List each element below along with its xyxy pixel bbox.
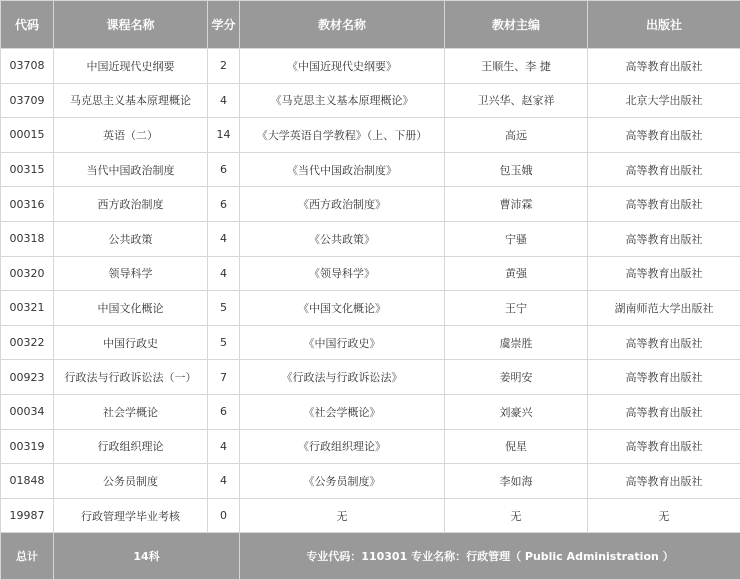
total-label: 总计 (1, 533, 54, 580)
cell-code: 00923 (1, 360, 54, 395)
header-textbook: 教材名称 (240, 1, 445, 49)
table-row (1, 152, 740, 187)
cell-publisher: 高等教育出版社 (588, 187, 740, 222)
table-row (1, 118, 740, 153)
cell-credits: 4 (208, 429, 240, 464)
cell-credits: 6 (208, 152, 240, 187)
header-course-name: 课程名称 (54, 1, 208, 49)
cell-editor: 卫兴华、赵家祥 (445, 83, 588, 118)
cell-editor: 包玉娥 (445, 152, 588, 187)
cell-publisher: 高等教育出版社 (588, 429, 740, 464)
cell-publisher: 高等教育出版社 (588, 325, 740, 360)
cell-course-name: 英语（二） (54, 118, 208, 153)
cell-course-name: 社会学概论 (54, 394, 208, 429)
cell-code: 03708 (1, 49, 54, 84)
cell-editor: 无 (445, 498, 588, 533)
cell-editor: 曹沛霖 (445, 187, 588, 222)
cell-publisher: 高等教育出版社 (588, 152, 740, 187)
table-row (1, 464, 740, 499)
cell-credits: 4 (208, 256, 240, 291)
cell-editor: 倪星 (445, 429, 588, 464)
cell-course-name: 马克思主义基本原理概论 (54, 83, 208, 118)
cell-publisher: 高等教育出版社 (588, 118, 740, 153)
cell-code: 00322 (1, 325, 54, 360)
cell-code: 03709 (1, 83, 54, 118)
cell-course-name: 行政管理学毕业考核 (54, 498, 208, 533)
cell-course-name: 中国近现代史纲要 (54, 49, 208, 84)
cell-textbook: 《中国近现代史纲要》 (240, 49, 445, 84)
cell-credits: 14 (208, 118, 240, 153)
cell-credits: 6 (208, 394, 240, 429)
cell-code: 00315 (1, 152, 54, 187)
major-info: 专业代码：110301 专业名称：行政管理（ Public Administration ） (240, 533, 740, 580)
cell-editor: 黄强 (445, 256, 588, 291)
cell-textbook: 《大学英语自学教程》（上、下册） (240, 118, 445, 153)
table-row (1, 429, 740, 464)
cell-publisher: 高等教育出版社 (588, 221, 740, 256)
cell-code: 00318 (1, 221, 54, 256)
cell-code: 00321 (1, 291, 54, 326)
cell-editor: 王顺生、李 捷 (445, 49, 588, 84)
cell-editor: 王宁 (445, 291, 588, 326)
cell-editor: 宁骚 (445, 221, 588, 256)
cell-textbook: 《领导科学》 (240, 256, 445, 291)
table-row (1, 256, 740, 291)
cell-code: 00034 (1, 394, 54, 429)
cell-credits: 2 (208, 49, 240, 84)
cell-textbook: 《行政法与行政诉讼法》 (240, 360, 445, 395)
table-body (1, 49, 740, 533)
cell-publisher: 无 (588, 498, 740, 533)
cell-code: 00319 (1, 429, 54, 464)
table-row (1, 360, 740, 395)
cell-code: 01848 (1, 464, 54, 499)
cell-editor: 姜明安 (445, 360, 588, 395)
table-footer (1, 533, 740, 580)
cell-credits: 5 (208, 291, 240, 326)
table-row (1, 325, 740, 360)
cell-textbook: 《公务员制度》 (240, 464, 445, 499)
cell-textbook: 《西方政治制度》 (240, 187, 445, 222)
header-code: 代码 (1, 1, 54, 49)
cell-credits: 5 (208, 325, 240, 360)
cell-textbook: 《当代中国政治制度》 (240, 152, 445, 187)
cell-textbook: 无 (240, 498, 445, 533)
cell-course-name: 中国行政史 (54, 325, 208, 360)
table-header (1, 1, 740, 49)
total-row (1, 533, 740, 580)
cell-credits: 4 (208, 221, 240, 256)
cell-editor: 李如海 (445, 464, 588, 499)
total-value: 14科 (54, 533, 240, 580)
cell-code: 00320 (1, 256, 54, 291)
cell-publisher: 高等教育出版社 (588, 464, 740, 499)
table-row (1, 49, 740, 84)
table-row (1, 394, 740, 429)
table-row (1, 83, 740, 118)
table-row (1, 221, 740, 256)
cell-textbook: 《中国行政史》 (240, 325, 445, 360)
table-row (1, 187, 740, 222)
cell-publisher: 高等教育出版社 (588, 49, 740, 84)
cell-course-name: 行政组织理论 (54, 429, 208, 464)
cell-publisher: 高等教育出版社 (588, 256, 740, 291)
cell-course-name: 领导科学 (54, 256, 208, 291)
cell-code: 00316 (1, 187, 54, 222)
cell-textbook: 《马克思主义基本原理概论》 (240, 83, 445, 118)
header-credits: 学分 (208, 1, 240, 49)
cell-credits: 7 (208, 360, 240, 395)
cell-credits: 4 (208, 464, 240, 499)
cell-course-name: 公务员制度 (54, 464, 208, 499)
cell-editor: 刘豪兴 (445, 394, 588, 429)
cell-editor: 高远 (445, 118, 588, 153)
cell-course-name: 公共政策 (54, 221, 208, 256)
table-row (1, 291, 740, 326)
cell-course-name: 行政法与行政诉讼法（一） (54, 360, 208, 395)
table-row (1, 498, 740, 533)
cell-publisher: 高等教育出版社 (588, 360, 740, 395)
header-row (1, 1, 740, 49)
cell-textbook: 《行政组织理论》 (240, 429, 445, 464)
cell-credits: 0 (208, 498, 240, 533)
cell-code: 19987 (1, 498, 54, 533)
cell-credits: 4 (208, 83, 240, 118)
cell-editor: 虞崇胜 (445, 325, 588, 360)
header-publisher: 出版社 (588, 1, 740, 49)
cell-credits: 6 (208, 187, 240, 222)
cell-textbook: 《公共政策》 (240, 221, 445, 256)
cell-code: 00015 (1, 118, 54, 153)
cell-publisher: 湖南师范大学出版社 (588, 291, 740, 326)
cell-course-name: 当代中国政治制度 (54, 152, 208, 187)
header-editor: 教材主编 (445, 1, 588, 49)
cell-textbook: 《社会学概论》 (240, 394, 445, 429)
cell-course-name: 中国文化概论 (54, 291, 208, 326)
cell-publisher: 北京大学出版社 (588, 83, 740, 118)
cell-textbook: 《中国文化概论》 (240, 291, 445, 326)
cell-publisher: 高等教育出版社 (588, 394, 740, 429)
cell-course-name: 西方政治制度 (54, 187, 208, 222)
